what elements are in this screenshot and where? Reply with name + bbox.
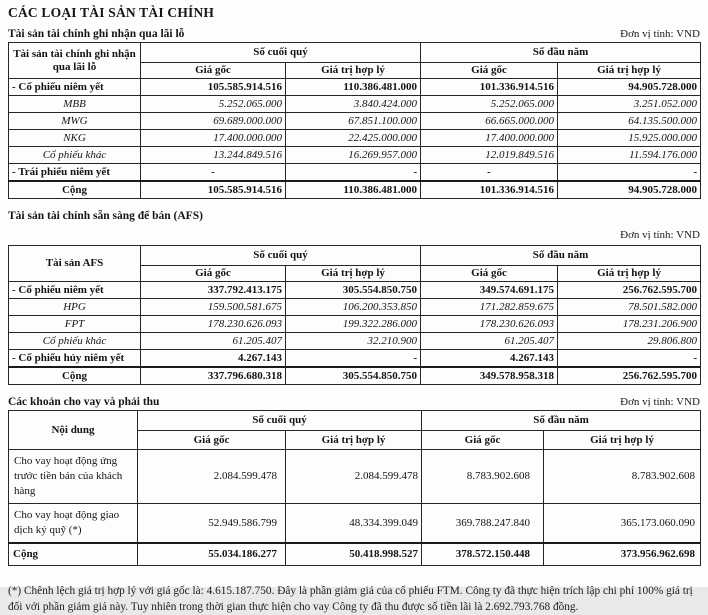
period-begin-header: Số đầu năm	[421, 43, 701, 63]
table-row	[9, 316, 701, 333]
value-cell: 4.267.143	[421, 350, 558, 368]
value-cell: 17.400.000.000	[141, 130, 286, 147]
cost-header: Giá gốc	[421, 63, 558, 79]
value-cell: 369.788.247.840	[422, 504, 544, 544]
value-cell: 2.084.599.478	[286, 450, 422, 504]
section-loans-header	[8, 396, 700, 408]
row-label: Cộng	[9, 181, 141, 199]
value-cell: 349.578.958.318	[421, 367, 558, 385]
period-end-header: Số cuối quý	[138, 411, 422, 431]
value-cell: 15.925.000.000	[558, 130, 701, 147]
fair-value-header: Giá trị hợp lý	[558, 266, 701, 282]
value-cell: 50.418.998.527	[286, 543, 422, 565]
row-label: HPG	[9, 299, 141, 316]
value-cell: 52.949.586.799	[138, 504, 286, 544]
section-loans	[8, 396, 700, 566]
value-cell: 178.230.626.093	[141, 316, 286, 333]
value-cell: -	[286, 350, 421, 368]
cost-header: Giá gốc	[422, 431, 544, 450]
page-title: CÁC LOẠI TÀI SẢN TÀI CHÍNH	[8, 5, 215, 20]
fair-value-header: Giá trị hợp lý	[286, 266, 421, 282]
first-column-header: Tài sản tài chính ghi nhận qua lãi lỗ	[9, 43, 141, 79]
row-label: - Cổ phiếu niêm yết	[9, 282, 141, 299]
value-cell: 159.500.581.675	[141, 299, 286, 316]
value-cell: 365.173.060.090	[544, 504, 701, 544]
row-label: - Cổ phiếu hủy niêm yết	[9, 350, 141, 368]
period-end-header: Số cuối quý	[141, 246, 421, 266]
value-cell: 3.251.052.000	[558, 96, 701, 113]
fvtpl-table-body	[9, 79, 701, 199]
table-row	[9, 164, 701, 182]
footnote: (*) Chênh lệch giá trị hợp lý với giá gốc là: 4.615.187.750. Đây là phần giảm giá của cổ phiếu FTM. Công ty đã thực hiện trích lập chi phí 100% giá trị đối với phần giảm giá này. Tuy nhiên trong thời gian thực hiện cho vay Công ty đã thu được số tiền lãi là 2.692.793.768 đồng.	[8, 584, 693, 613]
value-cell: 5.252.065.000	[141, 96, 286, 113]
section-afs-title: Tài sản tài chính sẵn sàng để bán (AFS)	[8, 210, 203, 222]
header-row-periods	[9, 411, 701, 431]
value-cell: 32.210.900	[286, 333, 421, 350]
row-label: NKG	[9, 130, 141, 147]
value-cell: 17.400.000.000	[421, 130, 558, 147]
value-cell: 78.501.582.000	[558, 299, 701, 316]
value-cell: -	[558, 350, 701, 368]
unit-label-afs: Đơn vị tính: VND	[620, 229, 700, 241]
period-end-header: Số cuối quý	[141, 43, 421, 63]
value-cell: 2.084.599.478	[138, 450, 286, 504]
fair-value-header: Giá trị hợp lý	[558, 63, 701, 79]
value-cell: 305.554.850.750	[286, 282, 421, 299]
value-cell: 110.386.481.000	[286, 79, 421, 96]
table-row	[9, 181, 701, 199]
value-cell: 16.269.957.000	[286, 147, 421, 164]
value-cell: 29.806.800	[558, 333, 701, 350]
value-cell: 55.034.186.277	[138, 543, 286, 565]
value-cell: 101.336.914.516	[421, 79, 558, 96]
table-row	[9, 350, 701, 368]
row-label: Cổ phiếu khác	[9, 147, 141, 164]
cost-header: Giá gốc	[138, 431, 286, 450]
value-cell: 178.230.626.093	[421, 316, 558, 333]
value-cell: 106.200.353.850	[286, 299, 421, 316]
table-row	[9, 96, 701, 113]
table-row	[9, 147, 701, 164]
row-label: MWG	[9, 113, 141, 130]
unit-label-loans: Đơn vị tính: VND	[620, 396, 700, 408]
value-cell: 48.334.399.049	[286, 504, 422, 544]
value-cell: 378.572.150.448	[422, 543, 544, 565]
cost-header: Giá gốc	[141, 266, 286, 282]
fair-value-header: Giá trị hợp lý	[286, 63, 421, 79]
first-column-header: Tài sản AFS	[9, 246, 141, 282]
row-label: Cổ phiếu khác	[9, 333, 141, 350]
value-cell: 199.322.286.000	[286, 316, 421, 333]
afs-table-head	[9, 246, 701, 282]
table-row	[9, 367, 701, 385]
table-row	[9, 113, 701, 130]
unit-label-fvtpl: Đơn vị tính: VND	[620, 28, 700, 40]
value-cell: 4.267.143	[141, 350, 286, 368]
cost-header: Giá gốc	[141, 63, 286, 79]
value-cell: -	[421, 164, 558, 182]
fvtpl-table-head	[9, 43, 701, 79]
value-cell: 101.336.914.516	[421, 181, 558, 199]
section-fvtpl	[8, 28, 700, 199]
loans-table-body	[9, 450, 701, 566]
value-cell: 178.231.206.900	[558, 316, 701, 333]
value-cell: -	[286, 164, 421, 182]
value-cell: 110.386.481.000	[286, 181, 421, 199]
row-label: Cộng	[9, 543, 138, 565]
header-row-periods	[9, 246, 701, 266]
table-row	[9, 504, 701, 544]
fair-value-header: Giá trị hợp lý	[544, 431, 701, 450]
table-row	[9, 299, 701, 316]
value-cell: 337.796.680.318	[141, 367, 286, 385]
table-row	[9, 450, 701, 504]
row-label: - Cổ phiếu niêm yết	[9, 79, 141, 96]
cost-header: Giá gốc	[421, 266, 558, 282]
value-cell: 61.205.407	[421, 333, 558, 350]
value-cell: 105.585.914.516	[141, 181, 286, 199]
section-afs-header	[8, 210, 700, 222]
value-cell: 69.689.000.000	[141, 113, 286, 130]
value-cell: 349.574.691.175	[421, 282, 558, 299]
period-begin-header: Số đầu năm	[422, 411, 701, 431]
value-cell: 305.554.850.750	[286, 367, 421, 385]
table-row	[9, 543, 701, 565]
section-loans-title: Các khoản cho vay và phải thu	[8, 396, 160, 408]
value-cell: 8.783.902.608	[422, 450, 544, 504]
row-label: FPT	[9, 316, 141, 333]
value-cell: 67.851.100.000	[286, 113, 421, 130]
value-cell: 8.783.902.608	[544, 450, 701, 504]
loans-table-head	[9, 411, 701, 450]
value-cell: 13.244.849.516	[141, 147, 286, 164]
value-cell: 256.762.595.700	[558, 367, 701, 385]
value-cell: -	[141, 164, 286, 182]
afs-table	[8, 245, 701, 385]
header-row-periods	[9, 43, 701, 63]
value-cell: 94.905.728.000	[558, 181, 701, 199]
value-cell: 256.762.595.700	[558, 282, 701, 299]
row-label: MBB	[9, 96, 141, 113]
table-row	[9, 130, 701, 147]
value-cell: 22.425.000.000	[286, 130, 421, 147]
period-begin-header: Số đầu năm	[421, 246, 701, 266]
value-cell: 94.905.728.000	[558, 79, 701, 96]
fvtpl-table	[8, 42, 701, 199]
section-afs	[8, 210, 700, 385]
table-row	[9, 79, 701, 96]
table-row	[9, 333, 701, 350]
value-cell: 61.205.407	[141, 333, 286, 350]
first-column-header: Nội dung	[9, 411, 138, 450]
value-cell: 373.956.962.698	[544, 543, 701, 565]
afs-table-body	[9, 282, 701, 385]
row-label: Cộng	[9, 367, 141, 385]
value-cell: 64.135.500.000	[558, 113, 701, 130]
row-label: Cho vay hoạt động giao dịch ký quỹ (*)	[9, 504, 138, 544]
value-cell: 11.594.176.000	[558, 147, 701, 164]
value-cell: 3.840.424.000	[286, 96, 421, 113]
unit-line	[8, 225, 700, 243]
row-label: Cho vay hoạt động ứng trước tiền bán của khách hàng	[9, 450, 138, 504]
value-cell: 5.252.065.000	[421, 96, 558, 113]
value-cell: 171.282.859.675	[421, 299, 558, 316]
loans-table	[8, 410, 701, 566]
value-cell: 337.792.413.175	[141, 282, 286, 299]
table-row	[9, 282, 701, 299]
value-cell: 66.665.000.000	[421, 113, 558, 130]
section-fvtpl-header	[8, 28, 700, 40]
section-fvtpl-title: Tài sản tài chính ghi nhận qua lãi lỗ	[8, 28, 185, 40]
value-cell: 105.585.914.516	[141, 79, 286, 96]
value-cell: -	[558, 164, 701, 182]
value-cell: 12.019.849.516	[421, 147, 558, 164]
row-label: - Trái phiếu niêm yết	[9, 164, 141, 182]
fair-value-header: Giá trị hợp lý	[286, 431, 422, 450]
